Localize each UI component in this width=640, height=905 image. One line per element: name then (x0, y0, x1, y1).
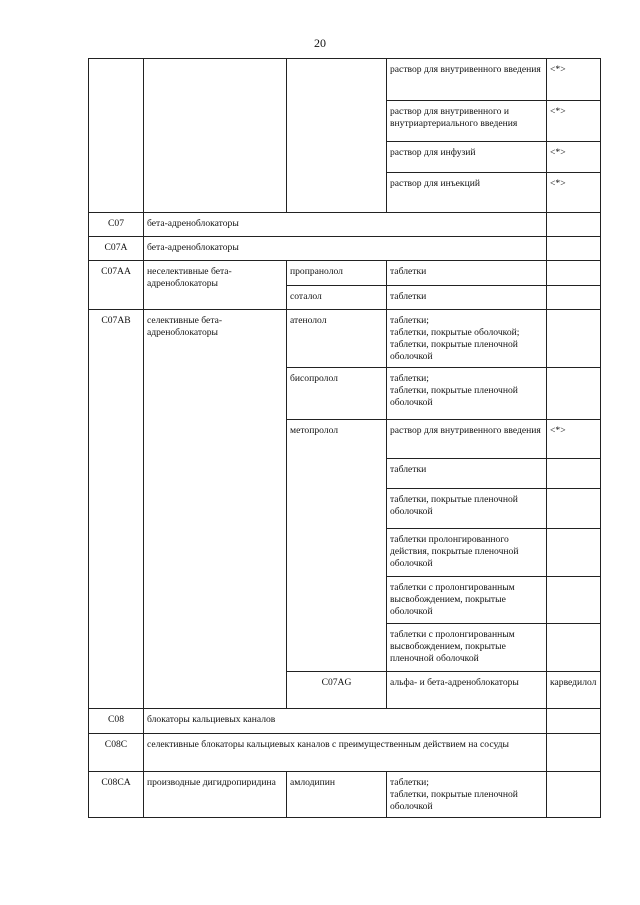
atx-group-name: неселективные бета-адреноблокаторы (144, 261, 287, 310)
atx-group-name: бета-адреноблокаторы (144, 213, 547, 237)
atx-code-cell (89, 59, 144, 213)
dosage-form-cell: таблетки (387, 286, 547, 310)
table-row (89, 237, 601, 261)
dosage-form-cell: таблетки (387, 459, 547, 489)
atx-code: C08CA (89, 772, 144, 818)
note-cell (547, 529, 601, 577)
atx-code: C07AB (89, 310, 144, 709)
atx-group-name: альфа- и бета-адреноблокаторы (387, 672, 547, 709)
note-cell (547, 310, 601, 368)
atx-code: C07AA (89, 261, 144, 310)
note-cell (547, 261, 601, 286)
table-row (89, 261, 601, 286)
dosage-form-cell: таблетки с пролонгированным высвобождением, покрытые пленочной оболочкой (387, 624, 547, 672)
dosage-form-cell: таблетки, покрытые пленочной оболочкой (387, 489, 547, 529)
dosage-form-cell: раствор для инфузий (387, 142, 547, 173)
dosage-form-cell: таблетки; таблетки, покрытые оболочкой; таблетки, покрытые пленочной оболочкой (387, 310, 547, 368)
drug-name: пропранолол (287, 261, 387, 286)
table-row (89, 59, 601, 101)
atx-group-name: бета-адреноблокаторы (144, 237, 547, 261)
note-cell (547, 772, 601, 818)
note-cell (547, 489, 601, 529)
note-cell: <*> (547, 420, 601, 459)
atx-group-name: производные дигидропиридина (144, 772, 287, 818)
atx-code: C07A (89, 237, 144, 261)
dosage-form-cell: таблетки; таблетки, покрытые пленочной оболочкой (387, 772, 547, 818)
dosage-form-cell: раствор для инъекций (387, 173, 547, 213)
note-cell (547, 709, 601, 734)
drug-name: атенолол (287, 310, 387, 368)
drug-name: бисопролол (287, 368, 387, 420)
page-number: 20 (314, 36, 326, 50)
note-cell (547, 368, 601, 420)
dosage-form-cell: таблетки (387, 261, 547, 286)
table-row (89, 310, 601, 368)
dosage-form-cell: раствор для внутривенного и внутриартериального введения (387, 101, 547, 142)
drug-name: амлодипин (287, 772, 387, 818)
table-row (89, 734, 601, 772)
note-cell (547, 213, 601, 237)
note-cell: <*> (547, 173, 601, 213)
dosage-form-cell: раствор для внутривенного введения (387, 59, 547, 101)
drug-name-cell (287, 59, 387, 213)
dosage-form-cell: таблетки; таблетки, покрытые пленочной оболочкой (387, 368, 547, 420)
atx-group-name: селективные блокаторы кальциевых каналов с преимущественным действием на сосуды (144, 734, 547, 772)
drug-name: метопролол (287, 420, 387, 672)
atx-name-cell (144, 59, 287, 213)
dosage-form-cell: таблетки с пролонгированным высвобождением, покрытые оболочкой (387, 577, 547, 624)
drug-name: соталол (287, 286, 387, 310)
note-cell: <*> (547, 142, 601, 173)
dosage-form-cell: раствор для внутривенного введения (387, 420, 547, 459)
drug-table-body (88, 58, 601, 818)
note-cell (547, 624, 601, 672)
drug-name: карведилол (547, 672, 601, 709)
atx-code: C07AG (287, 672, 387, 709)
dosage-form-cell: таблетки пролонгированного действия, покрытые пленочной оболочкой (387, 529, 547, 577)
table-row (89, 213, 601, 237)
note-cell: <*> (547, 101, 601, 142)
atx-group-name: селективные бета-адреноблокаторы (144, 310, 287, 709)
table-row (89, 772, 601, 818)
table-row (89, 709, 601, 734)
note-cell: <*> (547, 59, 601, 101)
note-cell (547, 237, 601, 261)
note-cell (547, 459, 601, 489)
note-cell (547, 734, 601, 772)
atx-code: C08C (89, 734, 144, 772)
atx-code: C08 (89, 709, 144, 734)
atx-group-name: блокаторы кальциевых каналов (144, 709, 547, 734)
atx-code: C07 (89, 213, 144, 237)
note-cell (547, 577, 601, 624)
note-cell (547, 286, 601, 310)
